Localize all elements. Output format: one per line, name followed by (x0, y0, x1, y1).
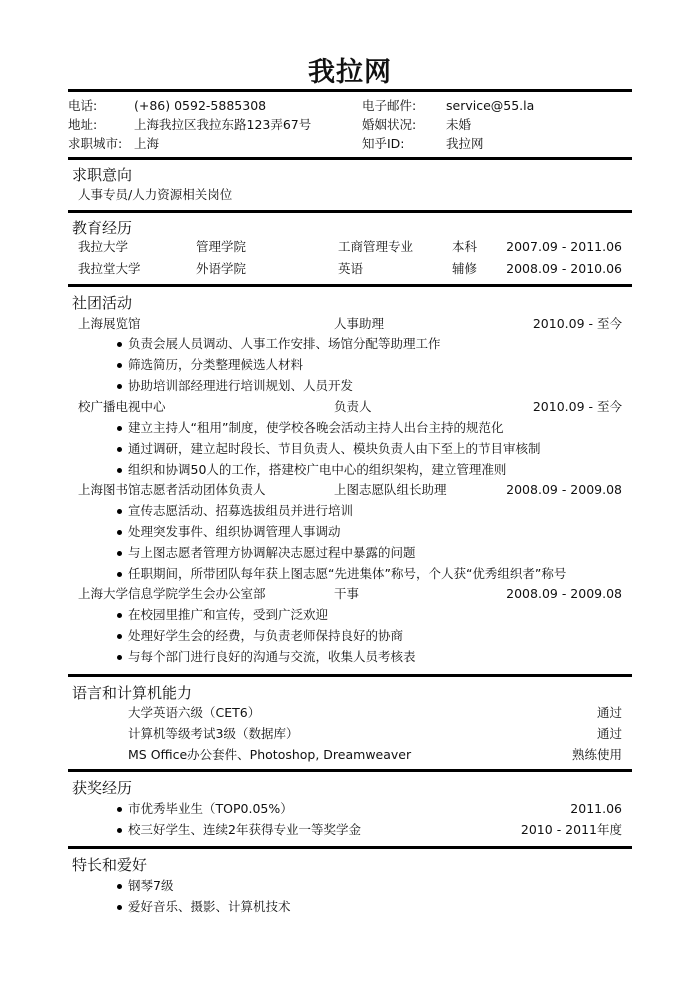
activity-bullet: 处理好学生会的经费，与负责老师保持良好的协商 (128, 628, 404, 643)
edu-school: 我拉大学 (78, 239, 129, 254)
marital-label: 婚姻状况: (362, 117, 417, 132)
zhihu-label: 知乎ID: (362, 136, 405, 151)
activity-bullet: 在校园里推广和宣传，受到广泛欢迎 (128, 607, 329, 622)
resume-name: 我拉网 (308, 57, 392, 88)
hobby-item: 钢琴7级 (128, 878, 174, 893)
activity-bullet: 与上图志愿者管理方协调解决志愿过程中暴露的问题 (128, 545, 416, 560)
email-value: service@55.la (446, 98, 535, 113)
hobby-item: 爱好音乐、摄影、计算机技术 (128, 899, 291, 914)
bullet-dot (117, 634, 122, 639)
city-label: 求职城市: (68, 136, 123, 151)
skill-level: 熟练使用 (571, 747, 622, 762)
divider (68, 157, 632, 160)
activity-bullet: 组织和协调50人的工作，搭建校广电中心的组织架构，建立管理准则 (128, 462, 507, 477)
edu-period: 2008.09 - 2010.06 (506, 261, 622, 276)
divider (68, 674, 632, 677)
activity-period: 2008.09 - 2009.08 (506, 586, 622, 601)
email-label: 电子邮件: (362, 98, 417, 113)
section-title-activities: 社团活动 (72, 294, 133, 312)
edu-college: 外语学院 (196, 261, 247, 276)
activity-bullet: 建立主持人“租用”制度，使学校各晚会活动主持人出台主持的规范化 (128, 420, 504, 435)
bullet-dot (117, 828, 122, 833)
edu-major: 英语 (338, 261, 364, 276)
edu-college: 管理学院 (196, 239, 247, 254)
bullet-dot (117, 613, 122, 618)
skill-name: 计算机等级考试3级（数据库） (128, 726, 299, 741)
activity-org: 上海图书馆志愿者活动团体负责人 (78, 482, 266, 497)
award-name: 校三好学生、连续2年获得专业一等奖学金 (128, 822, 361, 837)
section-title-awards: 获奖经历 (72, 779, 133, 797)
address-value: 上海我拉区我拉东路123弄67号 (134, 117, 312, 132)
activity-org: 上海展览馆 (78, 316, 141, 331)
activity-role: 上图志愿队组长助理 (334, 482, 447, 497)
skill-level: 通过 (596, 726, 622, 741)
activity-bullet: 与每个部门进行良好的沟通与交流，收集人员考核表 (128, 649, 416, 664)
activity-period: 2010.09 - 至今 (532, 316, 622, 331)
edu-degree: 辅修 (452, 261, 478, 276)
bullet-dot (117, 572, 122, 577)
edu-degree: 本科 (452, 239, 478, 254)
bullet-dot (117, 884, 122, 889)
edu-school: 我拉堂大学 (78, 261, 141, 276)
activity-bullet: 宣传志愿活动、招募选拔组员并进行培训 (128, 503, 354, 518)
divider (68, 89, 632, 92)
divider (68, 210, 632, 213)
award-name: 市优秀毕业生（TOP0.05%） (128, 801, 293, 816)
address-label: 地址: (68, 117, 98, 132)
phone-label: 电话: (68, 98, 98, 113)
activity-bullet: 通过调研，建立起时段长、节目负责人、模块负责人由下至上的节目审核制 (128, 441, 541, 456)
activity-org: 校广播电视中心 (78, 399, 166, 414)
section-title-objective: 求职意向 (72, 166, 133, 184)
award-date: 2010 - 2011年度 (520, 822, 622, 837)
award-date: 2011.06 (570, 801, 622, 816)
bullet-dot (117, 655, 122, 660)
bullet-dot (117, 384, 122, 389)
edu-period: 2007.09 - 2011.06 (506, 239, 622, 254)
divider (68, 846, 632, 849)
divider (68, 769, 632, 772)
activity-bullet: 协助培训部经理进行培训规划、人员开发 (128, 378, 354, 393)
section-title-hobbies: 特长和爱好 (72, 856, 148, 874)
activity-role: 负责人 (334, 399, 372, 414)
activity-org: 上海大学信息学院学生会办公室部 (78, 586, 266, 601)
bullet-dot (117, 363, 122, 368)
activity-bullet: 负责会展人员调动、人事工作安排、场馆分配等助理工作 (128, 336, 441, 351)
bullet-dot (117, 342, 122, 347)
bullet-dot (117, 426, 122, 431)
divider (68, 284, 632, 287)
activity-bullet: 任职期间，所带团队每年获上图志愿“先进集体”称号，个人获“优秀组织者”称号 (128, 566, 567, 581)
skill-name: 大学英语六级（CET6） (128, 705, 261, 720)
activity-period: 2010.09 - 至今 (532, 399, 622, 414)
marital-value: 未婚 (446, 117, 472, 132)
activity-bullet: 处理突发事件、组织协调管理人事调动 (128, 524, 341, 539)
bullet-dot (117, 807, 122, 812)
bullet-dot (117, 447, 122, 452)
zhihu-value: 我拉网 (446, 136, 484, 151)
skill-level: 通过 (596, 705, 622, 720)
bullet-dot (117, 509, 122, 514)
activity-role: 干事 (334, 586, 360, 601)
bullet-dot (117, 468, 122, 473)
bullet-dot (117, 551, 122, 556)
activity-period: 2008.09 - 2009.08 (506, 482, 622, 497)
city-value: 上海 (134, 136, 160, 151)
skill-name: MS Office办公套件、Photoshop, Dreamweaver (128, 747, 412, 762)
edu-major: 工商管理专业 (338, 239, 414, 254)
section-title-skills: 语言和计算机能力 (72, 684, 193, 702)
section-title-education: 教育经历 (72, 219, 133, 237)
activity-bullet: 筛选简历，分类整理候选人材料 (128, 357, 304, 372)
bullet-dot (117, 530, 122, 535)
bullet-dot (117, 905, 122, 910)
phone-value: (+86) 0592-5885308 (134, 98, 267, 113)
objective-text: 人事专员/人力资源相关岗位 (78, 187, 233, 202)
activity-role: 人事助理 (334, 316, 385, 331)
